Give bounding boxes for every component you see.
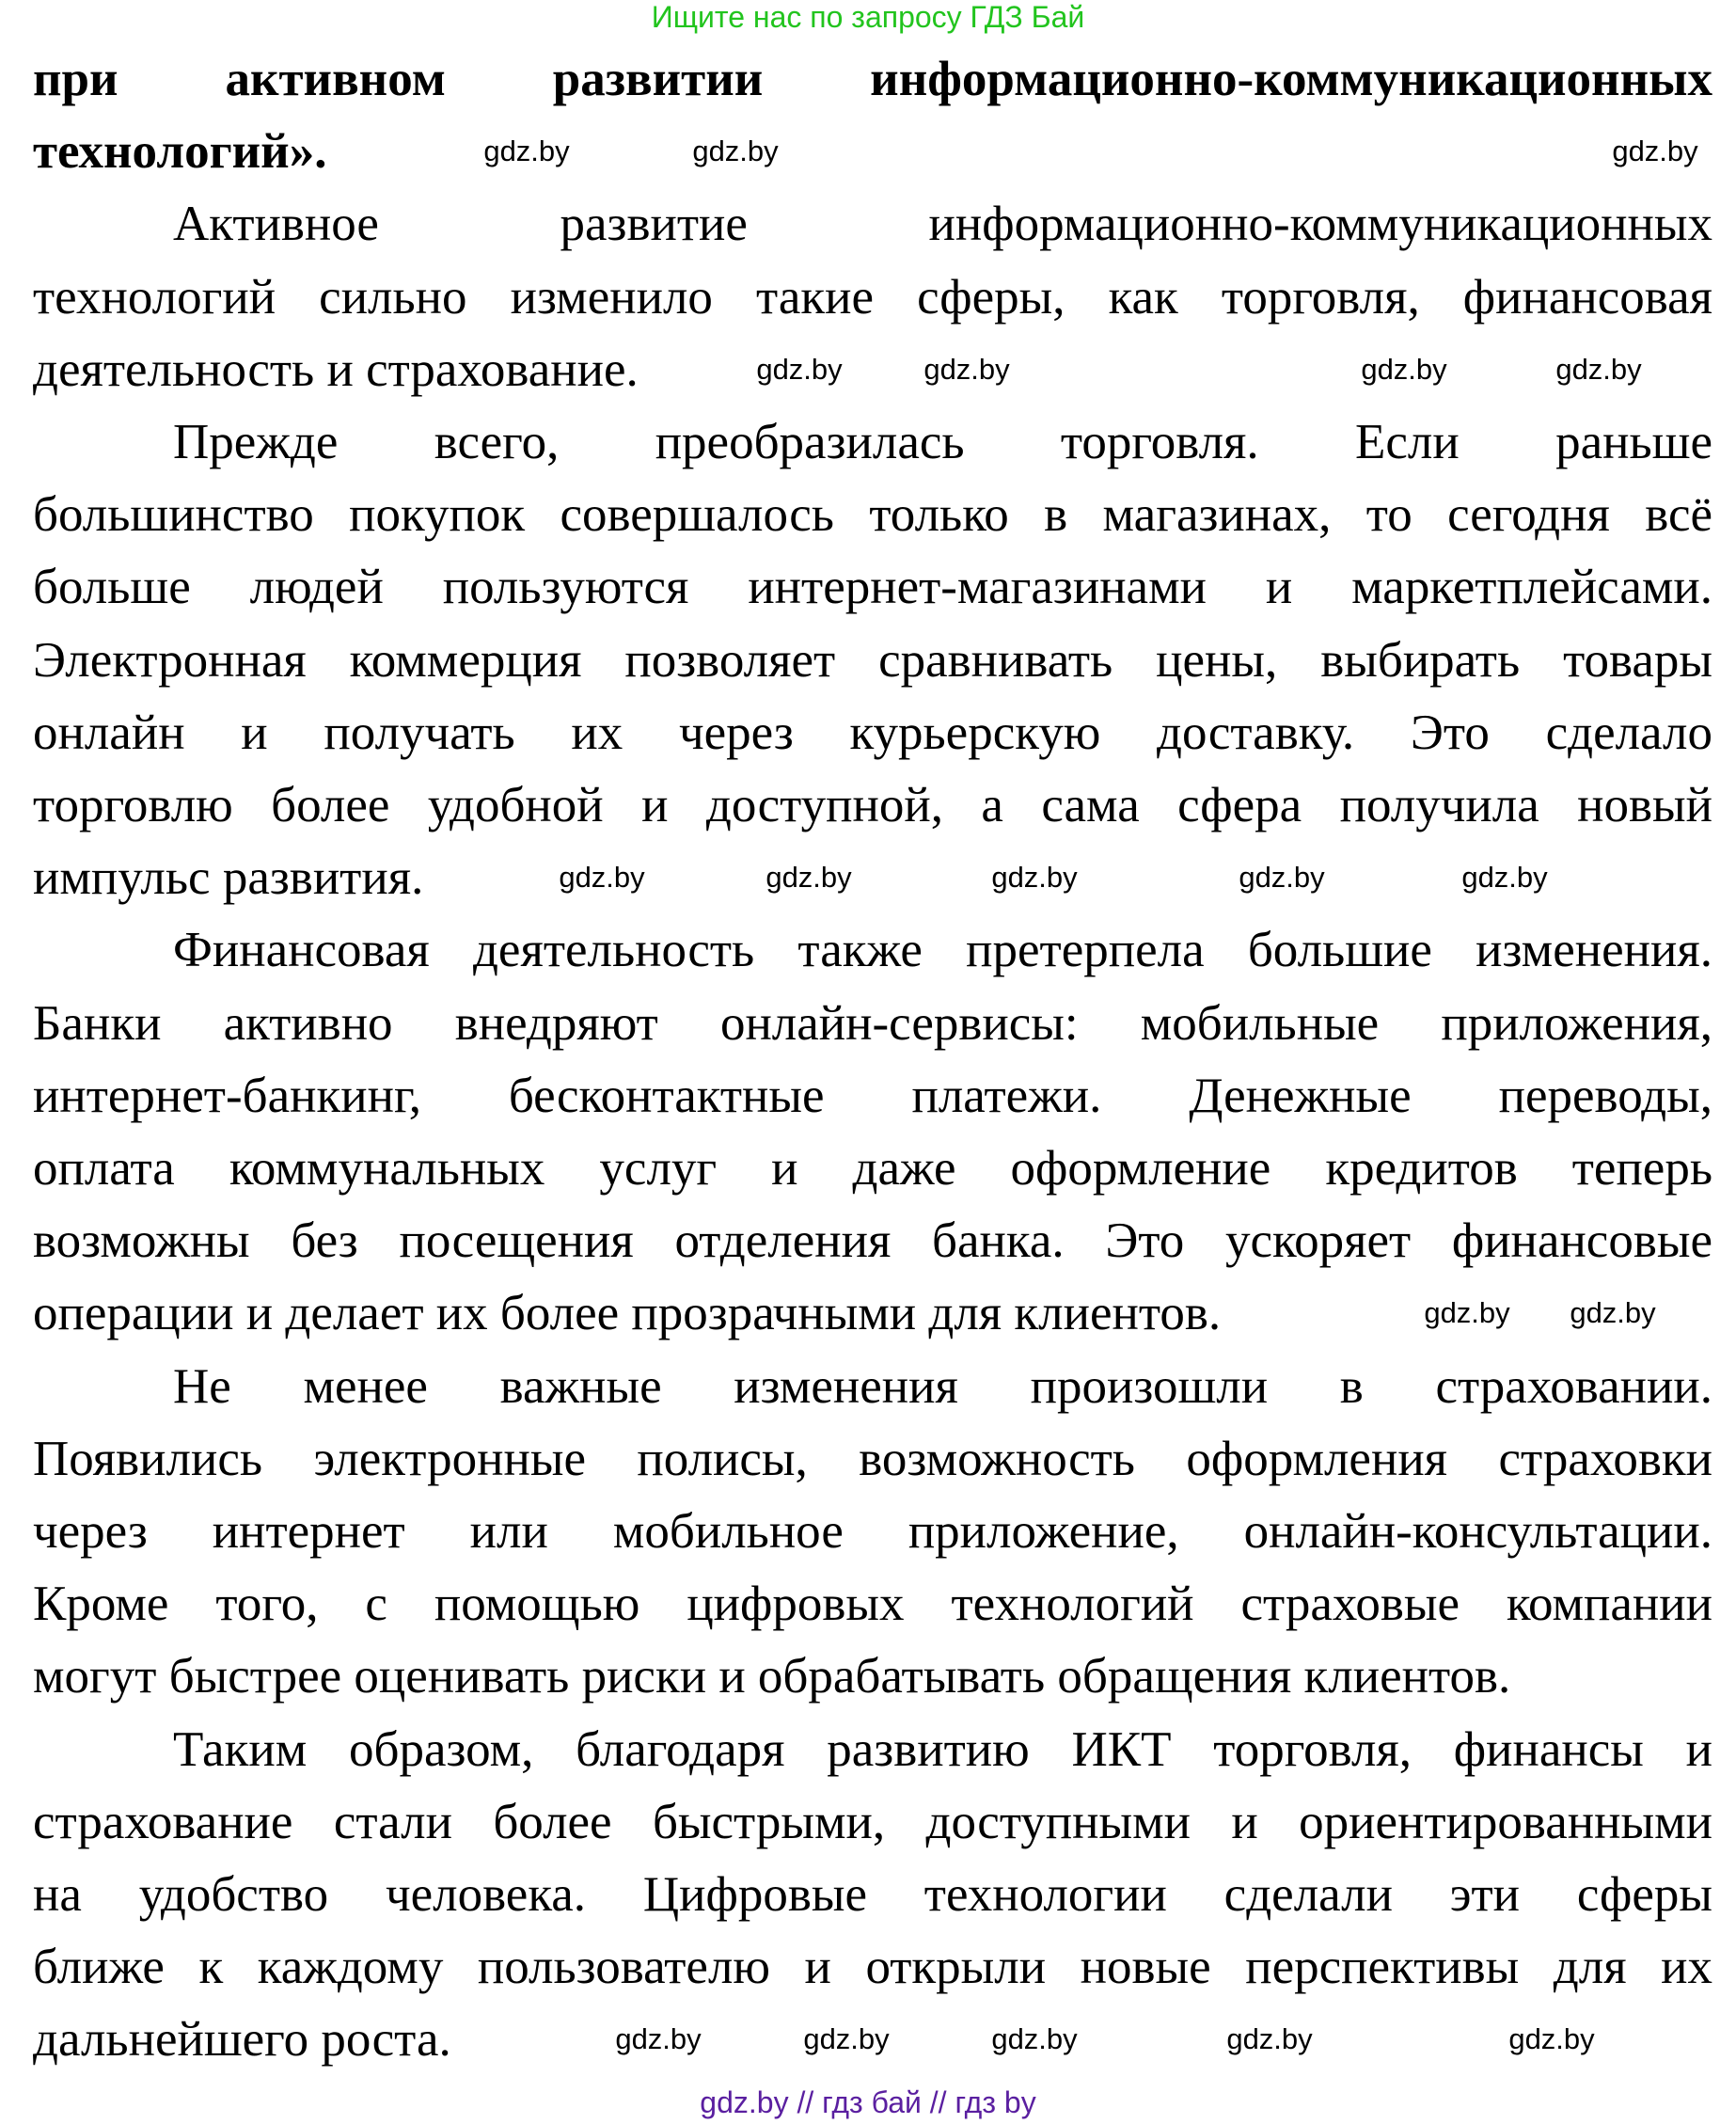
text-line: могут быстрее оценивать риски и обрабатывать обращения клиентов.	[33, 1649, 1511, 1704]
watermark: gdz.by	[756, 352, 843, 386]
text-line: страхование стали более быстрыми, доступными и ориентированными	[33, 1794, 1712, 1849]
footer-links[interactable]: gdz.by // гдз бай // гдз by	[700, 2085, 1036, 2119]
watermark: gdz.by	[991, 861, 1078, 895]
watermark: gdz.by	[1612, 135, 1698, 168]
text-line: Прежде всего, преобразилась торговля. Если раньше	[173, 415, 1712, 469]
watermark: gdz.by	[615, 2022, 702, 2056]
watermark: gdz.by	[1239, 861, 1325, 895]
text-line: возможны без посещения отделения банка. Это ускоряет финансовые	[33, 1213, 1712, 1269]
text-line: Появились электронные полисы, возможность оформления страховки	[33, 1431, 1712, 1486]
watermark: gdz.by	[1508, 2022, 1595, 2056]
text-line: Электронная коммерция позволяет сравнивать цены, выбирать товары	[33, 632, 1712, 688]
watermark: gdz.by	[692, 135, 779, 168]
watermark: gdz.by	[559, 861, 645, 895]
text-line: Кроме того, с помощью цифровых технологий страховые компании	[33, 1577, 1712, 1632]
search-hint-banner: Ищите нас по запросу ГДЗ Бай	[651, 0, 1085, 34]
watermark: gdz.by	[1226, 2022, 1313, 2056]
text-line: через интернет или мобильное приложение, онлайн-консультации.	[33, 1504, 1712, 1559]
text-line: Банки активно внедряют онлайн-сервисы: мобильные приложения,	[33, 995, 1712, 1051]
watermark: gdz.by	[1361, 352, 1447, 386]
text-line: импульс развития.	[33, 850, 424, 906]
text-line: ближе к каждому пользователю и открыли новые перспективы для их	[33, 1940, 1712, 1995]
text-line: больше людей пользуются интернет-магазинами и маркетплейсами.	[33, 560, 1712, 615]
watermark: gdz.by	[765, 861, 852, 895]
watermark: gdz.by	[1424, 1296, 1510, 1330]
text-line: Активное развитие информационно-коммуникационных	[173, 197, 1712, 252]
watermark: gdz.by	[923, 352, 1010, 386]
watermark: gdz.by	[991, 2022, 1078, 2056]
text-line: операции и делает их более прозрачными для клиентов.	[33, 1286, 1222, 1341]
text-line: Не менее важные изменения произошли в страховании.	[173, 1358, 1712, 1414]
text-line: технологий».	[33, 124, 327, 180]
text-line: дальнейшего роста.	[33, 2012, 451, 2068]
watermark: gdz.by	[803, 2022, 890, 2056]
text-line: оплата коммунальных услуг и даже оформление кредитов теперь	[33, 1141, 1712, 1196]
text-line: при активном развитии информационно-коммуникационных	[33, 52, 1712, 106]
text-line: большинство покупок совершалось только в магазинах, то сегодня всё	[33, 487, 1712, 543]
text-line: торговлю более удобной и доступной, а сама сфера получила новый	[33, 778, 1712, 832]
text-line: деятельность и страхование.	[33, 341, 639, 397]
watermark: gdz.by	[483, 135, 570, 168]
text-line: интернет-банкинг, бесконтактные платежи. Денежные переводы,	[33, 1068, 1712, 1123]
text-line: технологий сильно изменило такие сферы, как торговля, финансовая	[33, 269, 1712, 325]
text-line: онлайн и получать их через курьерскую доставку. Это сделало	[33, 705, 1712, 760]
text-line: Финансовая деятельность также претерпела большие изменения.	[173, 923, 1712, 978]
text-line: на удобство человека. Цифровые технологии сделали эти сферы	[33, 1867, 1712, 1922]
watermark: gdz.by	[1570, 1296, 1656, 1330]
watermark: gdz.by	[1555, 352, 1642, 386]
text-line: Таким образом, благодаря развитию ИКТ торговля, финансы и	[173, 1721, 1712, 1777]
watermark: gdz.by	[1461, 861, 1548, 895]
